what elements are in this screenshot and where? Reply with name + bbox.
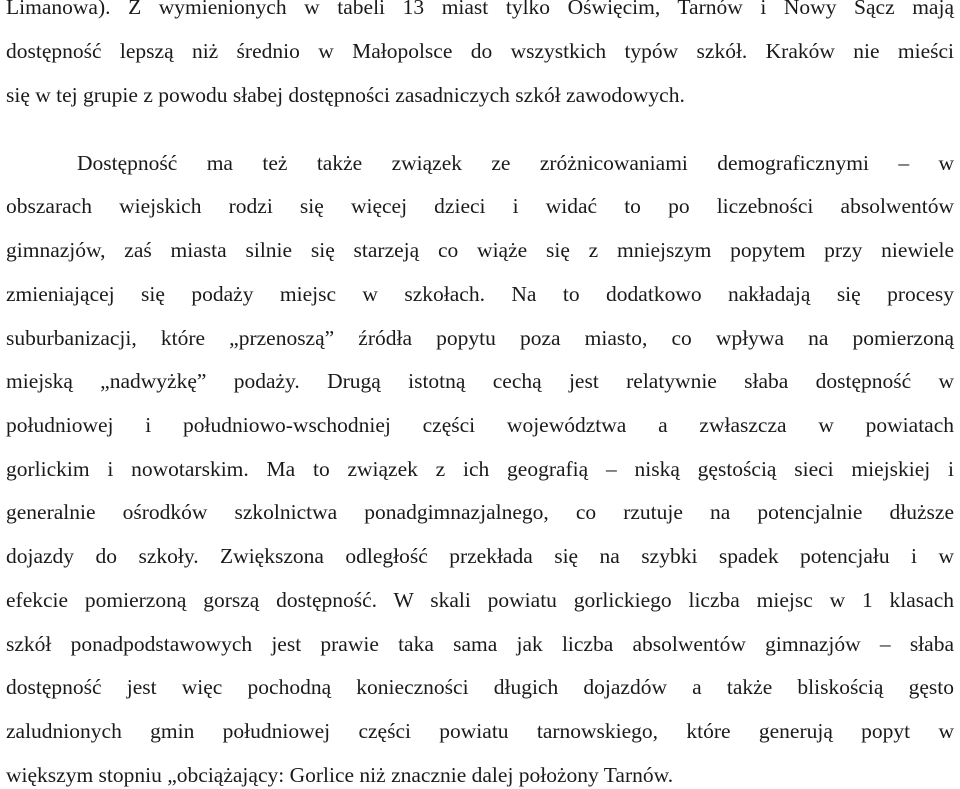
paragraph-2-line-6: miejską „nadwyżkę” podaży. Drugą istotną cechą jest relatywnie słaba dostępność w — [6, 369, 954, 393]
paragraph-2-line-11: efekcie pomierzoną gorszą dostępność. W skali powiatu gorlickiego liczba miejsc w 1 klasach — [6, 588, 954, 612]
paragraph-2-line-3: gimnazjów, zaś miasta silnie się starzeją co wiąże się z mniejszym popytem przy niewiele — [6, 238, 954, 262]
paragraph-2-line-12: szkół ponadpodstawowych jest prawie taka sama jak liczba absolwentów gimnazjów – słaba — [6, 632, 954, 656]
paragraph-1-line-1: Limanowa). Z wymienionych w tabeli 13 miast tylko Oświęcim, Tarnów i Nowy Sącz mają — [6, 0, 954, 19]
paragraph-2-line-10: dojazdy do szkoły. Zwiększona odległość przekłada się na szybki spadek potencjału i w — [6, 544, 954, 568]
paragraph-2-line-5: suburbanizacji, które „przenoszą” źródła popytu poza miasto, co wpływa na pomierzoną — [6, 326, 954, 350]
paragraph-2-line-14: zaludnionych gmin południowej części powiatu tarnowskiego, które generują popyt w — [6, 719, 954, 743]
paragraph-2-line-15: większym stopniu „obciążający: Gorlice niż znacznie dalej położony Tarnów. — [6, 763, 674, 787]
paragraph-2-line-13: dostępność jest więc pochodną konieczności długich dojazdów a także bliskością gęsto — [6, 675, 954, 699]
paragraph-2-line-9: generalnie ośrodków szkolnictwa ponadgimnazjalnego, co rzutuje na potencjalnie dłuższe — [6, 500, 954, 524]
paragraph-2-line-7: południowej i południowo-wschodniej części województwa a zwłaszcza w powiatach — [6, 413, 954, 437]
paragraph-1-line-3: się w tej grupie z powodu słabej dostępności zasadniczych szkół zawodowych. — [6, 83, 685, 107]
paragraph-1-line-2: dostępność lepszą niż średnio w Małopolsce do wszystkich typów szkół. Kraków nie mieści — [6, 39, 954, 63]
paragraph-2-line-4: zmieniającej się podaży miejsc w szkołach. Na to dodatkowo nakładają się procesy — [6, 282, 954, 306]
paragraph-2-line-8: gorlickim i nowotarskim. Ma to związek z ich geografią – niską gęstością sieci miejskiej i — [6, 457, 954, 481]
paragraph-2-line-1: Dostępność ma też także związek ze zróżnicowaniami demograficznymi – w — [77, 151, 954, 175]
paragraph-2-line-2: obszarach wiejskich rodzi się więcej dzieci i widać to po liczebności absolwentów — [6, 194, 954, 218]
